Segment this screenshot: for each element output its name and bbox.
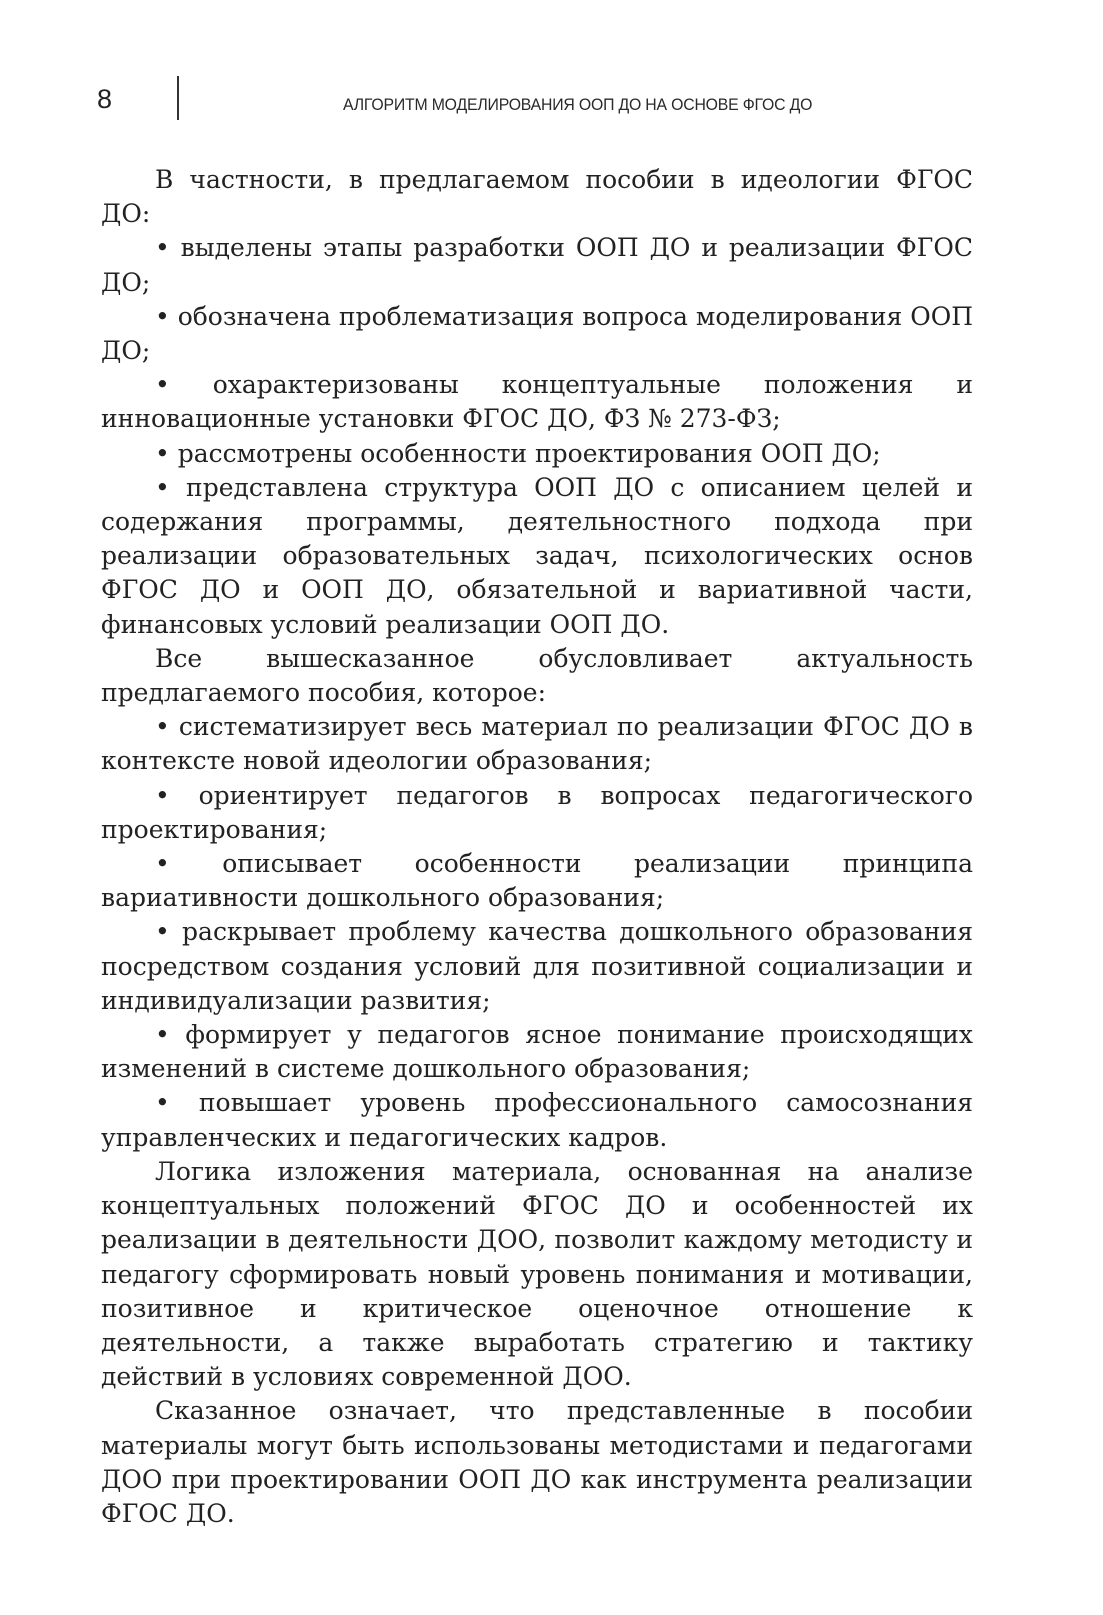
paragraph-relevance: Все вышесказанное обусловливает актуальность предлагаемого пособия, которое: bbox=[101, 643, 973, 708]
list-item: • раскрывает проблему качества дошкольного образования посредством создания условий для позитивной социализации и индивидуализации развития; bbox=[101, 917, 973, 1015]
paragraph-conclusion: Сказанное означает, что представленные в пособии материалы могут быть использованы методистами и педагогами ДОО при проектировании ООП ДО как инструмента реализации ФГОС ДО. bbox=[101, 1396, 973, 1528]
list-item: • описывает особенности реализации принципа вариативности дошкольного образования; bbox=[101, 849, 973, 913]
list-item: • охарактеризованы концептуальные положения и инновационные установки ФГОС ДО, ФЗ № 273-ФЗ; bbox=[101, 370, 973, 434]
header-divider bbox=[177, 76, 179, 120]
page-number: 8 bbox=[97, 84, 113, 114]
list-item: • ориентирует педагогов в вопросах педагогического проектирования; bbox=[101, 780, 973, 844]
list-item: • представлена структура ООП ДО с описанием целей и содержания программы, деятельностного подхода при реализации образовательных задач, психологических основ ФГОС ДО и ООП ДО, обязательной и вариативной части, финансовых условий реализации ООП ДО. bbox=[101, 472, 973, 639]
list-item: • обозначена проблематизация вопроса моделирования ООП ДО; bbox=[101, 301, 973, 366]
paragraph-intro: В частности, в предлагаемом пособии в идеологии ФГОС ДО: bbox=[101, 165, 973, 229]
page-header bbox=[0, 0, 1103, 130]
list-item: • выделены этапы разработки ООП ДО и реализации ФГОС ДО; bbox=[101, 233, 973, 297]
list-item: • систематизирует весь материал по реализации ФГОС ДО в контексте новой идеологии образования; bbox=[101, 712, 973, 776]
list-item: • рассмотрены особенности проектирования ООП ДО; bbox=[155, 438, 881, 468]
running-title: АЛГОРИТМ МОДЕЛИРОВАНИЯ ООП ДО НА ОСНОВЕ ФГОС ДО bbox=[343, 95, 813, 114]
paragraph-logic: Логика изложения материала, основанная на анализе концептуальных положений ФГОС ДО и особенностей их реализации в деятельности ДОО, позволит каждому методисту и педагогу сформировать новый уровень понимания и мотивации, позитивное и критическое оценочное отношение к деятельности, а также выработать стратегию и тактику действий в условиях современной ДОО. bbox=[101, 1156, 973, 1392]
body-text bbox=[101, 163, 973, 1531]
list-item: • повышает уровень профессионального самосознания управленческих и педагогических кадров. bbox=[101, 1088, 973, 1152]
list-item: • формирует у педагогов ясное понимание происходящих изменений в системе дошкольного образования; bbox=[101, 1020, 973, 1084]
